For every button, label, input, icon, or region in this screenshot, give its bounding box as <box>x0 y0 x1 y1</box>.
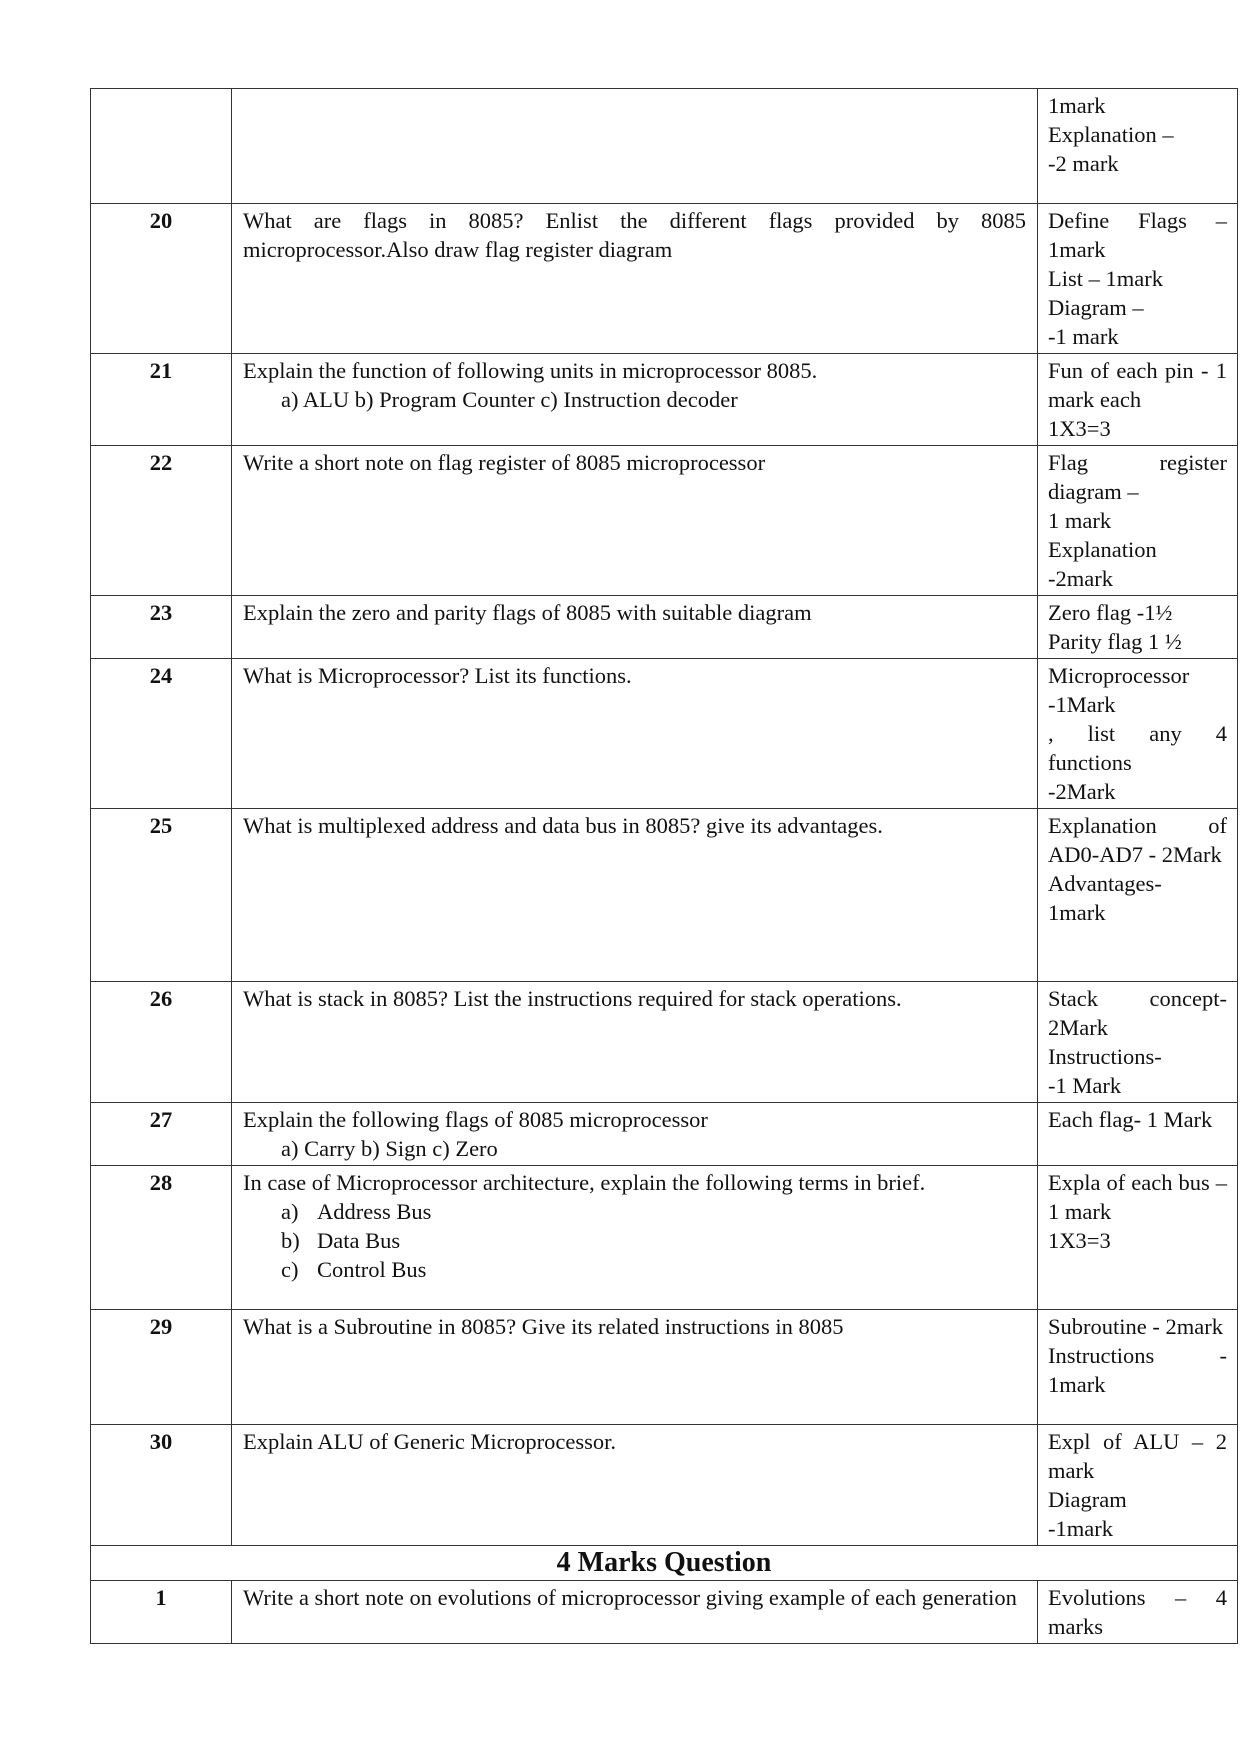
question-text <box>232 659 1038 809</box>
option-label: c) <box>281 1257 299 1282</box>
marks-line: -2 mark <box>1048 151 1119 176</box>
question-line: Explain ALU of Generic Microprocessor. <box>243 1429 617 1454</box>
question-number: 24 <box>91 659 232 809</box>
marks-line: 1X3=3 <box>1048 416 1111 441</box>
marks-scheme <box>1038 659 1238 809</box>
question-line: In case of Microprocessor architecture, explain the following terms in brief. <box>243 1170 926 1195</box>
marks-line: Zero flag -1½ <box>1048 600 1173 625</box>
marks-line: Stack concept- 2Mark <box>1048 986 1227 1040</box>
question-subparts: a) ALU b) Program Counter c) Instruction decoder <box>281 387 738 412</box>
question-option <box>243 1255 1026 1284</box>
option-label: b) <box>281 1228 300 1253</box>
marks-line: 1mark <box>1048 93 1106 118</box>
table-row <box>91 204 1238 354</box>
marks-line: Define Flags – 1mark <box>1048 208 1227 262</box>
marks-scheme <box>1038 1310 1238 1425</box>
marks-line: Expla of each bus – 1 mark <box>1048 1170 1227 1224</box>
marks-line: Explanation of AD0-AD7 - 2Mark <box>1048 813 1227 867</box>
marks-line: Explanation – <box>1048 122 1174 147</box>
section-heading: 4 Marks Question <box>91 1546 1238 1581</box>
table-row <box>91 596 1238 659</box>
question-line: What is stack in 8085? List the instructions required for stack operations. <box>243 986 902 1011</box>
question-line: What is Microprocessor? List its functions. <box>243 663 632 688</box>
question-option <box>243 1226 1026 1255</box>
table-row <box>91 1425 1238 1546</box>
table-row <box>91 982 1238 1103</box>
question-text <box>232 809 1038 982</box>
table-row <box>91 659 1238 809</box>
marks-line: Explanation <box>1048 537 1157 562</box>
marks-scheme <box>1038 1581 1238 1644</box>
table-row <box>91 1166 1238 1310</box>
marks-line: List – 1mark <box>1048 266 1163 291</box>
marks-scheme <box>1038 596 1238 659</box>
question-number <box>91 89 232 204</box>
marks-line: Flag register diagram – <box>1048 450 1227 504</box>
question-line: What is a Subroutine in 8085? Give its related instructions in 8085 <box>243 1314 844 1339</box>
question-text <box>232 204 1038 354</box>
marks-line: Microprocessor <box>1048 663 1190 688</box>
question-line: Explain the function of following units in microprocessor 8085. <box>243 358 818 383</box>
marks-line: 1mark <box>1048 900 1106 925</box>
marks-line: 1 mark <box>1048 508 1112 533</box>
question-text <box>232 354 1038 446</box>
question-text <box>232 1425 1038 1546</box>
marks-line: , list any 4 functions <box>1048 721 1227 775</box>
question-text <box>232 1166 1038 1310</box>
marks-line: -2mark <box>1048 566 1113 591</box>
marks-line: Diagram <box>1048 1487 1127 1512</box>
marks-line: Each flag- 1 Mark <box>1048 1107 1213 1132</box>
question-table <box>90 88 1238 1644</box>
question-text <box>232 1310 1038 1425</box>
question-text <box>232 596 1038 659</box>
question-number: 21 <box>91 354 232 446</box>
marks-line: 1X3=3 <box>1048 1228 1111 1253</box>
question-number: 29 <box>91 1310 232 1425</box>
question-text <box>232 1581 1038 1644</box>
option-text: Data Bus <box>317 1228 401 1253</box>
marks-line: Fun of each pin - 1 mark each <box>1048 358 1227 412</box>
option-label: a) <box>281 1199 299 1224</box>
question-number: 22 <box>91 446 232 596</box>
option-text: Control Bus <box>317 1257 427 1282</box>
marks-scheme <box>1038 809 1238 982</box>
marks-scheme <box>1038 89 1238 204</box>
question-line: What are flags in 8085? Enlist the different flags provided by 8085 microprocessor.Also draw flag register diagram <box>243 208 1026 262</box>
question-text <box>232 982 1038 1103</box>
marks-scheme <box>1038 204 1238 354</box>
marks-line: Evolutions – 4 marks <box>1048 1585 1227 1639</box>
table-row <box>91 809 1238 982</box>
question-number: 28 <box>91 1166 232 1310</box>
question-number: 26 <box>91 982 232 1103</box>
table-row <box>91 354 1238 446</box>
question-text <box>232 1103 1038 1166</box>
question-line: Explain the following flags of 8085 microprocessor <box>243 1107 708 1132</box>
marks-line: -1 mark <box>1048 324 1119 349</box>
question-option <box>243 1197 1026 1226</box>
marks-scheme <box>1038 1103 1238 1166</box>
question-number: 23 <box>91 596 232 659</box>
question-number: 27 <box>91 1103 232 1166</box>
question-line: Write a short note on flag register of 8085 microprocessor <box>243 450 766 475</box>
question-number: 30 <box>91 1425 232 1546</box>
marks-scheme <box>1038 1166 1238 1310</box>
table-row <box>91 446 1238 596</box>
marks-line: Parity flag 1 ½ <box>1048 629 1182 654</box>
section-heading-row <box>91 1546 1238 1581</box>
marks-scheme <box>1038 1425 1238 1546</box>
table-row <box>91 89 1238 204</box>
marks-line: Advantages- <box>1048 871 1162 896</box>
final-question-row <box>91 1581 1238 1644</box>
option-text: Address Bus <box>317 1199 432 1224</box>
marks-line: Instructions - 1mark <box>1048 1343 1227 1397</box>
marks-line: -2Mark <box>1048 779 1116 804</box>
question-number: 1 <box>91 1581 232 1644</box>
question-text <box>232 446 1038 596</box>
marks-line: -1mark <box>1048 1516 1113 1541</box>
table-row <box>91 1310 1238 1425</box>
marks-line: Expl of ALU – 2 mark <box>1048 1429 1227 1483</box>
marks-line: -1Mark <box>1048 692 1116 717</box>
marks-scheme <box>1038 446 1238 596</box>
question-number: 20 <box>91 204 232 354</box>
marks-scheme <box>1038 982 1238 1103</box>
marks-line: Subroutine - 2mark <box>1048 1314 1223 1339</box>
question-line: What is multiplexed address and data bus in 8085? give its advantages. <box>243 813 883 838</box>
question-number: 25 <box>91 809 232 982</box>
marks-scheme <box>1038 354 1238 446</box>
marks-line: Diagram – <box>1048 295 1144 320</box>
question-text <box>232 89 1038 204</box>
question-line: Explain the zero and parity flags of 8085 with suitable diagram <box>243 600 812 625</box>
question-line: Write a short note on evolutions of microprocessor giving example of each generation <box>243 1585 1017 1610</box>
table-row <box>91 1103 1238 1166</box>
question-subparts: a) Carry b) Sign c) Zero <box>281 1136 498 1161</box>
marks-line: -1 Mark <box>1048 1073 1122 1098</box>
marks-line: Instructions- <box>1048 1044 1162 1069</box>
